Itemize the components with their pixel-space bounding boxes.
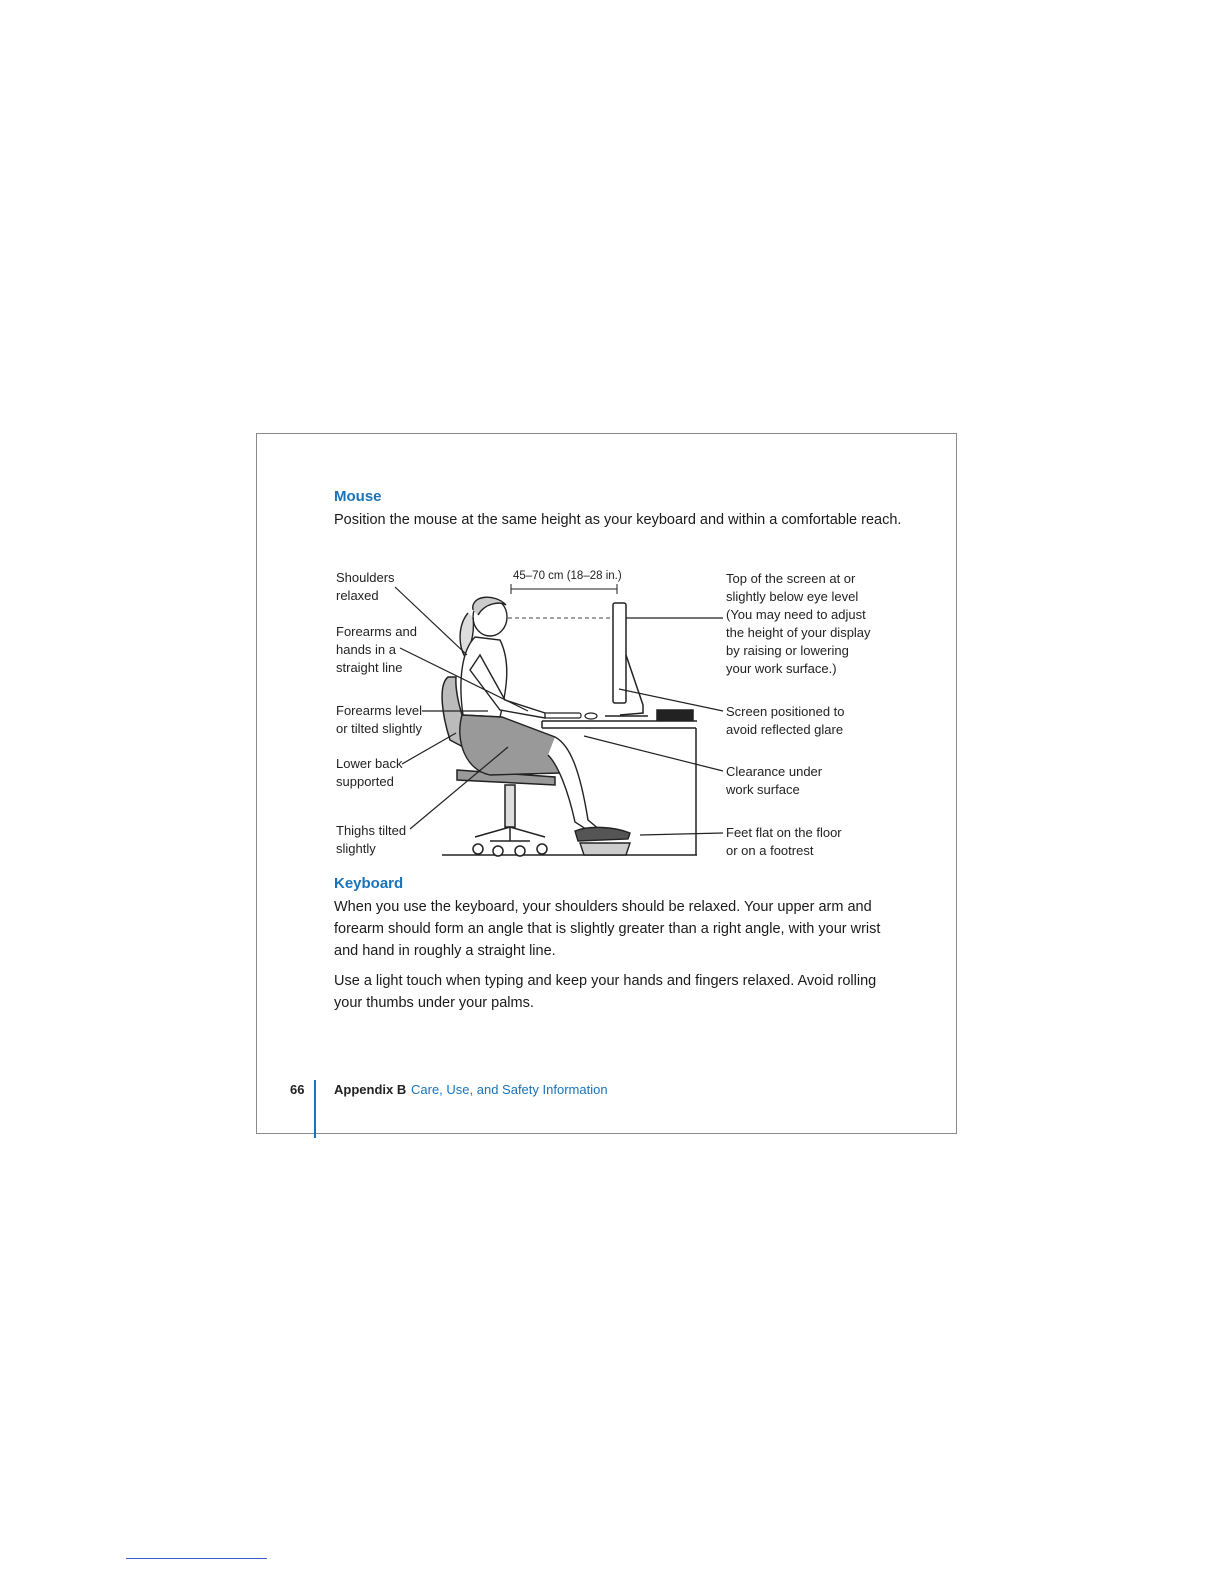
mouse-text: Position the mouse at the same height as your keyboard and within a comfortable reach. xyxy=(334,512,902,528)
person xyxy=(460,597,630,855)
footer-appendix: Appendix B xyxy=(334,1082,407,1097)
footer-chapter-link[interactable]: Care, Use, and Safety Information xyxy=(411,1082,608,1097)
label-clearance: Clearance under work surface xyxy=(726,764,823,797)
label-screen-glare: Screen positioned to avoid reflected glare xyxy=(726,704,845,737)
label-top-of-screen: Top of the screen at or slightly below eye level (You may need to adjust the height of your display by raising or lowering your work surface.) xyxy=(726,571,871,676)
label-feet: Feet flat on the floor or on a footrest xyxy=(726,825,842,858)
label-lower-back: Lower back supported xyxy=(336,756,403,789)
footer-rule xyxy=(314,1080,316,1138)
bottom-link-underline xyxy=(126,1558,267,1559)
mouse-heading: Mouse xyxy=(334,488,382,505)
label-forearms-level: Forearms level or tilted slightly xyxy=(336,703,422,736)
mouse-paragraph xyxy=(334,509,904,531)
distance-dimension xyxy=(511,584,617,594)
keyboard-mouse xyxy=(543,713,597,719)
keyboard-text-2: Use a light touch when typing and keep your hands and fingers relaxed. Avoid rolling your thumbs under your palms. xyxy=(334,973,877,1011)
page-number: 66 xyxy=(290,1082,305,1097)
label-forearms-hands: Forearms and hands in a straight line xyxy=(336,624,417,675)
keyboard-text-1: When you use the keyboard, your shoulders should be relaxed. Your upper arm and forearm should form an angle that is slightly greater than a right angle, with your wrist and hand in roughly a straight line. xyxy=(334,899,881,959)
ergonomics-illustration xyxy=(330,565,890,865)
label-shoulders: Shoulders relaxed xyxy=(336,570,395,603)
label-thighs: Thighs tilted slightly xyxy=(336,823,407,856)
distance-label: 45–70 cm (18–28 in.) xyxy=(513,570,622,582)
keyboard-heading: Keyboard xyxy=(334,875,404,892)
keyboard-paragraph-1 xyxy=(334,896,904,962)
keyboard-paragraph-2 xyxy=(334,970,904,1014)
